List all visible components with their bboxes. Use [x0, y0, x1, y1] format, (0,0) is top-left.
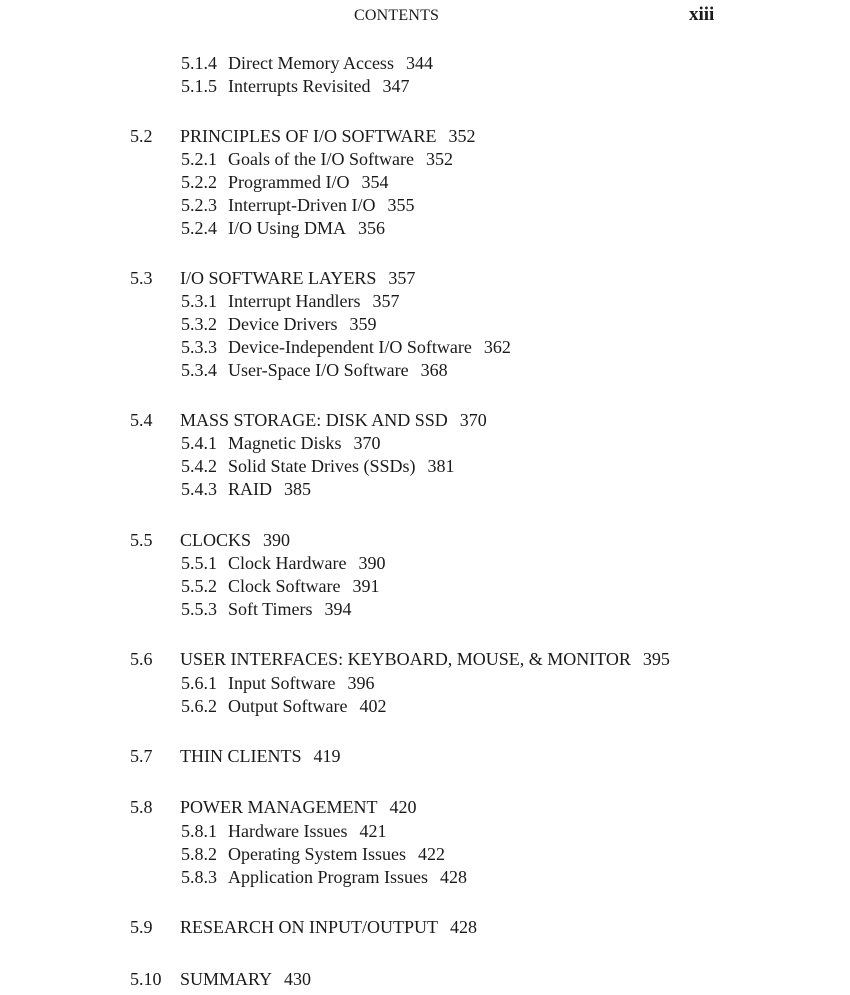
toc-subsection-entry — [181, 290, 399, 312]
toc-entry-page: 354 — [361, 172, 389, 192]
toc-entry-title: Input Software — [228, 673, 336, 693]
toc-entry-page: 352 — [425, 149, 453, 169]
toc-entry-number: 5.3.4 — [181, 360, 217, 380]
toc-entry-page: 394 — [324, 599, 352, 619]
toc-entry-number: 5.6 — [130, 649, 153, 669]
toc-subsection-entry — [181, 455, 455, 477]
toc-subsection-entry — [181, 336, 511, 358]
toc-entry-title: Interrupt Handlers — [228, 291, 361, 311]
toc-entry-title: Hardware Issues — [228, 821, 348, 841]
toc-entry-number: 5.1.4 — [181, 53, 217, 73]
toc-subsection-entry — [181, 148, 453, 170]
toc-entry-number: 5.3.2 — [181, 314, 217, 334]
toc-entry-page: 391 — [352, 576, 380, 596]
toc-entry-number: 5.1.5 — [181, 76, 217, 96]
toc-subsection-entry — [181, 75, 409, 97]
toc-entry-page: 422 — [417, 844, 445, 864]
toc-entry-number: 5.3.3 — [181, 337, 217, 357]
toc-entry-number: 5.5 — [130, 530, 153, 550]
toc-entry-number: 5.5.2 — [181, 576, 217, 596]
toc-entry-title: Solid State Drives (SSDs) — [228, 456, 416, 476]
toc-entry-page: 359 — [349, 314, 377, 334]
toc-entry-number: 5.4.2 — [181, 456, 217, 476]
toc-entry-page: 395 — [642, 649, 670, 669]
toc-entry-number: 5.8.1 — [181, 821, 217, 841]
toc-section-entry — [130, 267, 415, 289]
toc-entry-page: 381 — [427, 456, 455, 476]
toc-entry-page: 402 — [359, 696, 387, 716]
toc-entry-number: 5.7 — [130, 746, 153, 766]
toc-entry-page: 347 — [382, 76, 410, 96]
toc-entry-page: 352 — [448, 126, 476, 146]
toc-entry-title: Magnetic Disks — [228, 433, 342, 453]
toc-entry-number: 5.2.1 — [181, 149, 217, 169]
toc-entry-title: POWER MANAGEMENT — [180, 797, 378, 817]
toc-entry-title: Programmed I/O — [228, 172, 350, 192]
toc-subsection-entry — [181, 672, 374, 694]
toc-entry-page: 420 — [389, 797, 417, 817]
toc-entry-page: 390 — [358, 553, 386, 573]
toc-entry-number: 5.6.1 — [181, 673, 217, 693]
toc-entry-title: PRINCIPLES OF I/O SOFTWARE — [180, 126, 437, 146]
toc-entry-page: 370 — [459, 410, 487, 430]
toc-entry-page: 385 — [284, 479, 311, 499]
toc-entry-title: Clock Software — [228, 576, 341, 596]
toc-entry-title: Operating System Issues — [228, 844, 406, 864]
toc-subsection-entry — [181, 171, 388, 193]
toc-entry-page: 355 — [387, 195, 415, 215]
toc-entry-page: 362 — [483, 337, 511, 357]
toc-entry-page: 356 — [358, 218, 386, 238]
toc-entry-title: User-Space I/O Software — [228, 360, 409, 380]
toc-entry-number: 5.4 — [130, 410, 153, 430]
toc-entry-number: 5.2 — [130, 126, 153, 146]
toc-section-entry — [130, 968, 311, 990]
toc-section-entry — [130, 125, 476, 147]
toc-entry-title: Device Drivers — [228, 314, 338, 334]
toc-entry-title: Clock Hardware — [228, 553, 347, 573]
toc-subsection-entry — [181, 598, 352, 620]
page-number: xiii — [689, 4, 715, 25]
toc-entry-number: 5.2.4 — [181, 218, 217, 238]
toc-section-entry — [130, 796, 417, 818]
toc-entry-number: 5.8.2 — [181, 844, 217, 864]
toc-entry-number: 5.4.1 — [181, 433, 217, 453]
toc-entry-title: SUMMARY — [180, 969, 273, 989]
toc-entry-title: MASS STORAGE: DISK AND SSD — [180, 410, 448, 430]
running-header-title: CONTENTS — [354, 7, 440, 24]
toc-subsection-entry — [181, 866, 467, 888]
toc-entry-title: Device-Independent I/O Software — [228, 337, 472, 357]
toc-entry-number: 5.2.2 — [181, 172, 217, 192]
toc-entry-number: 5.4.3 — [181, 479, 217, 499]
toc-subsection-entry — [181, 820, 386, 842]
toc-entry-page: 428 — [439, 867, 467, 887]
toc-section-entry — [130, 648, 670, 670]
toc-entry-title: Direct Memory Access — [228, 53, 394, 73]
toc-entry-title: CLOCKS — [180, 530, 252, 550]
toc-entry-page: 430 — [284, 969, 312, 989]
toc-entry-title: Output Software — [228, 696, 348, 716]
toc-section-entry — [130, 409, 487, 431]
toc-entry-title: RAID — [228, 479, 272, 499]
toc-subsection-entry — [181, 432, 380, 454]
toc-entry-page: 357 — [388, 268, 416, 288]
toc-entry-page: 344 — [405, 53, 433, 73]
toc-entry-title: I/O SOFTWARE LAYERS — [180, 268, 377, 288]
toc-entry-number: 5.5.1 — [181, 553, 217, 573]
toc-subsection-entry — [181, 359, 448, 381]
toc-entry-page: 357 — [372, 291, 400, 311]
toc-entry-title: Application Program Issues — [228, 867, 428, 887]
toc-subsection-entry — [181, 575, 379, 597]
toc-entry-number: 5.10 — [130, 969, 162, 989]
toc-entry-page: 421 — [359, 821, 387, 841]
toc-entry-page: 419 — [313, 746, 341, 766]
toc-entry-title: I/O Using DMA — [228, 218, 347, 238]
toc-subsection-entry — [181, 313, 376, 335]
toc-entry-title: RESEARCH ON INPUT/OUTPUT — [180, 917, 439, 937]
toc-entry-title: Goals of the I/O Software — [228, 149, 414, 169]
toc-section-entry — [130, 529, 290, 551]
toc-section-entry — [130, 745, 340, 767]
toc-entry-number: 5.3.1 — [181, 291, 217, 311]
toc-entry-number: 5.9 — [130, 917, 153, 937]
toc-entry-number: 5.6.2 — [181, 696, 217, 716]
toc-entry-page: 370 — [353, 433, 381, 453]
toc-entry-title: THIN CLIENTS — [180, 746, 302, 766]
toc-subsection-entry — [181, 695, 386, 717]
toc-entry-title: Interrupt-Driven I/O — [228, 195, 376, 215]
toc-entry-number: 5.8.3 — [181, 867, 217, 887]
toc-entry-title: Interrupts Revisited — [228, 76, 371, 96]
toc-entry-page: 428 — [450, 917, 478, 937]
toc-entry-page: 390 — [263, 530, 291, 550]
toc-entry-number: 5.8 — [130, 797, 153, 817]
toc-entry-number: 5.3 — [130, 268, 153, 288]
toc-subsection-entry — [181, 843, 445, 865]
toc-subsection-entry — [181, 217, 385, 239]
toc-subsection-entry — [181, 552, 385, 574]
toc-entry-number: 5.2.3 — [181, 195, 217, 215]
toc-entry-page: 396 — [347, 673, 375, 693]
toc-subsection-entry — [181, 478, 311, 500]
toc-entry-number: 5.5.3 — [181, 599, 217, 619]
toc-entry-page: 368 — [420, 360, 448, 380]
toc-entry-title: USER INTERFACES: KEYBOARD, MOUSE, & MONITOR — [180, 649, 631, 669]
toc-subsection-entry — [181, 194, 414, 216]
toc-entry-title: Soft Timers — [228, 599, 313, 619]
toc-section-entry — [130, 916, 477, 938]
toc-subsection-entry — [181, 52, 433, 74]
